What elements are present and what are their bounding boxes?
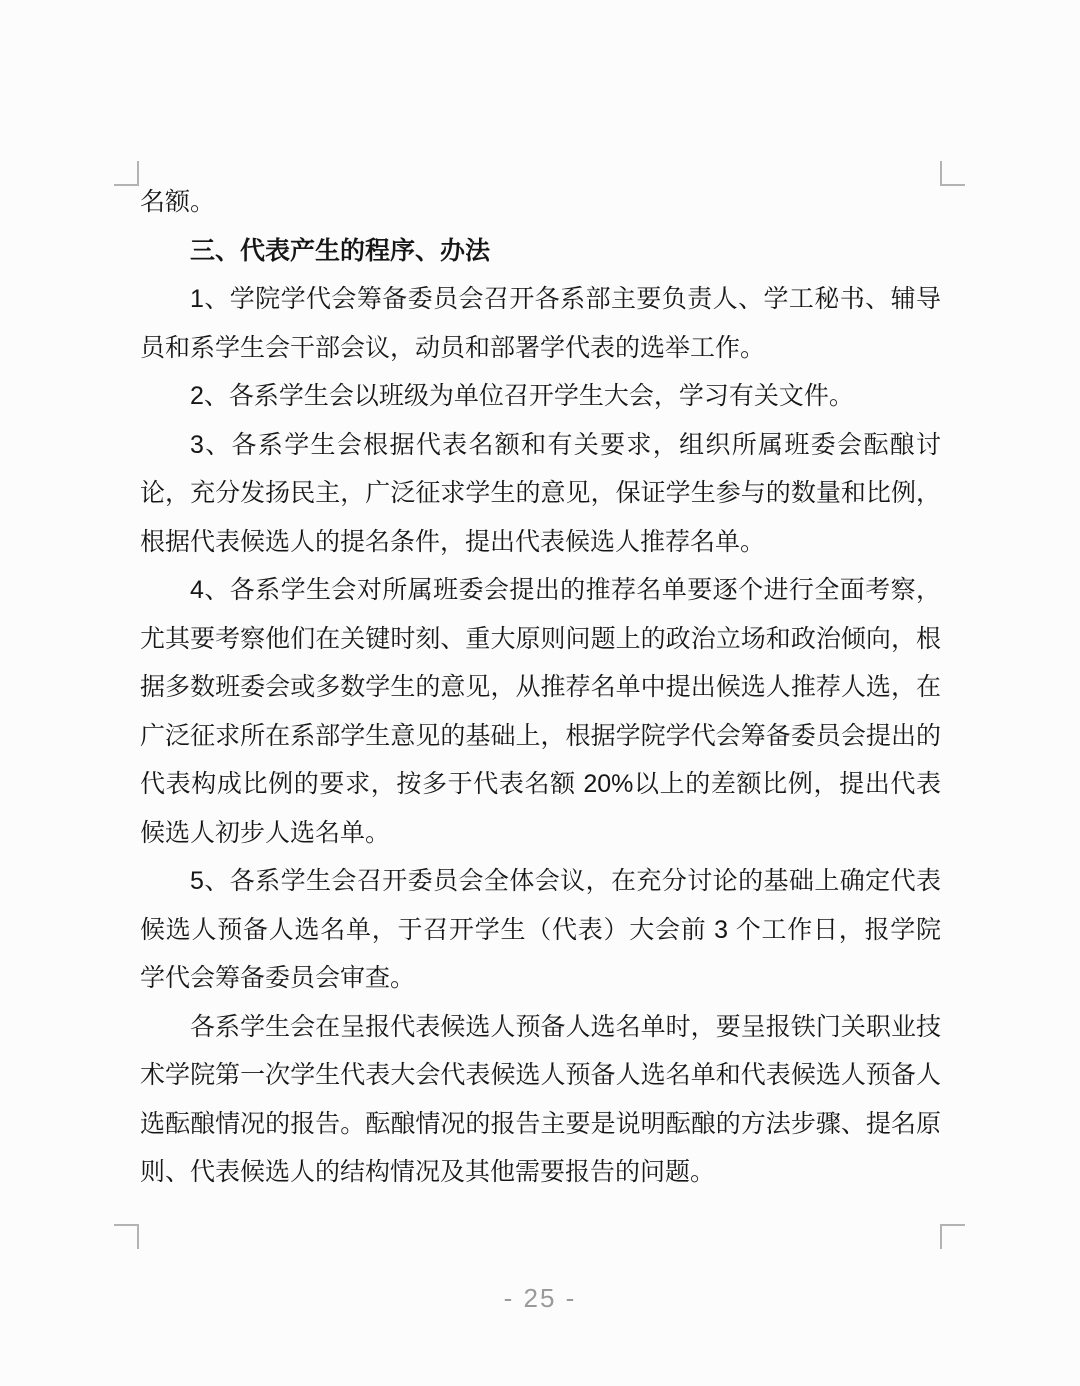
page-number: - 25 - — [503, 1283, 577, 1313]
paragraph-continuation: 名额。 — [140, 188, 216, 216]
paragraph-item-2: 2、各系学生会以班级为单位召开学生大会，学习有关文件。 — [190, 382, 854, 410]
crop-mark-bottom-right — [940, 1224, 965, 1249]
crop-mark-bottom-left — [114, 1224, 139, 1249]
paragraph-item-5: 5、各系学生会召开委员会全体会议，在充分讨论的基础上确定代表候选人预备人选名单，于召开学生（代表）大会前 3 个工作日，报学院学代会筹备委员会审查。 — [140, 867, 941, 992]
text-content — [140, 178, 941, 1197]
section-heading: 三、代表产生的程序、办法 — [190, 236, 491, 265]
paragraph-item-3: 3、各系学生会根据代表名额和有关要求，组织所属班委会酝酿讨论，充分发扬民主，广泛征求学生的意见，保证学生参与的数量和比例，根据代表候选人的提名条件，提出代表候选人推荐名单。 — [140, 430, 941, 556]
crop-mark-top-right — [940, 161, 965, 186]
paragraph-closing: 各系学生会在呈报代表候选人预备人选名单时，要呈报铁门关职业技术学院第一次学生代表大会代表候选人预备人选名单和代表候选人预备人选酝酿情况的报告。酝酿情况的报告主要是说明酝酿的方法步骤、提名原则、代表候选人的结构情况及其他需要报告的问题。 — [140, 1012, 941, 1186]
paragraph-item-1: 1、学院学代会筹备委员会召开各系部主要负责人、学工秘书、辅导员和系学生会干部会议，动员和部署学代表的选举工作。 — [140, 285, 941, 362]
paragraph-item-4: 4、各系学生会对所属班委会提出的推荐名单要逐个进行全面考察，尤其要考察他们在关键时刻、重大原则问题上的政治立场和政治倾向，根据多数班委会或多数学生的意见，从推荐名单中提出候选人推荐人选，在广泛征求所在系部学生意见的基础上，根据学院学代会筹备委员会提出的代表构成比例的要求，按多于代表名额 20%以上的差额比例，提出代表候选人初步人选名单。 — [140, 576, 941, 847]
crop-mark-top-left — [114, 161, 139, 186]
